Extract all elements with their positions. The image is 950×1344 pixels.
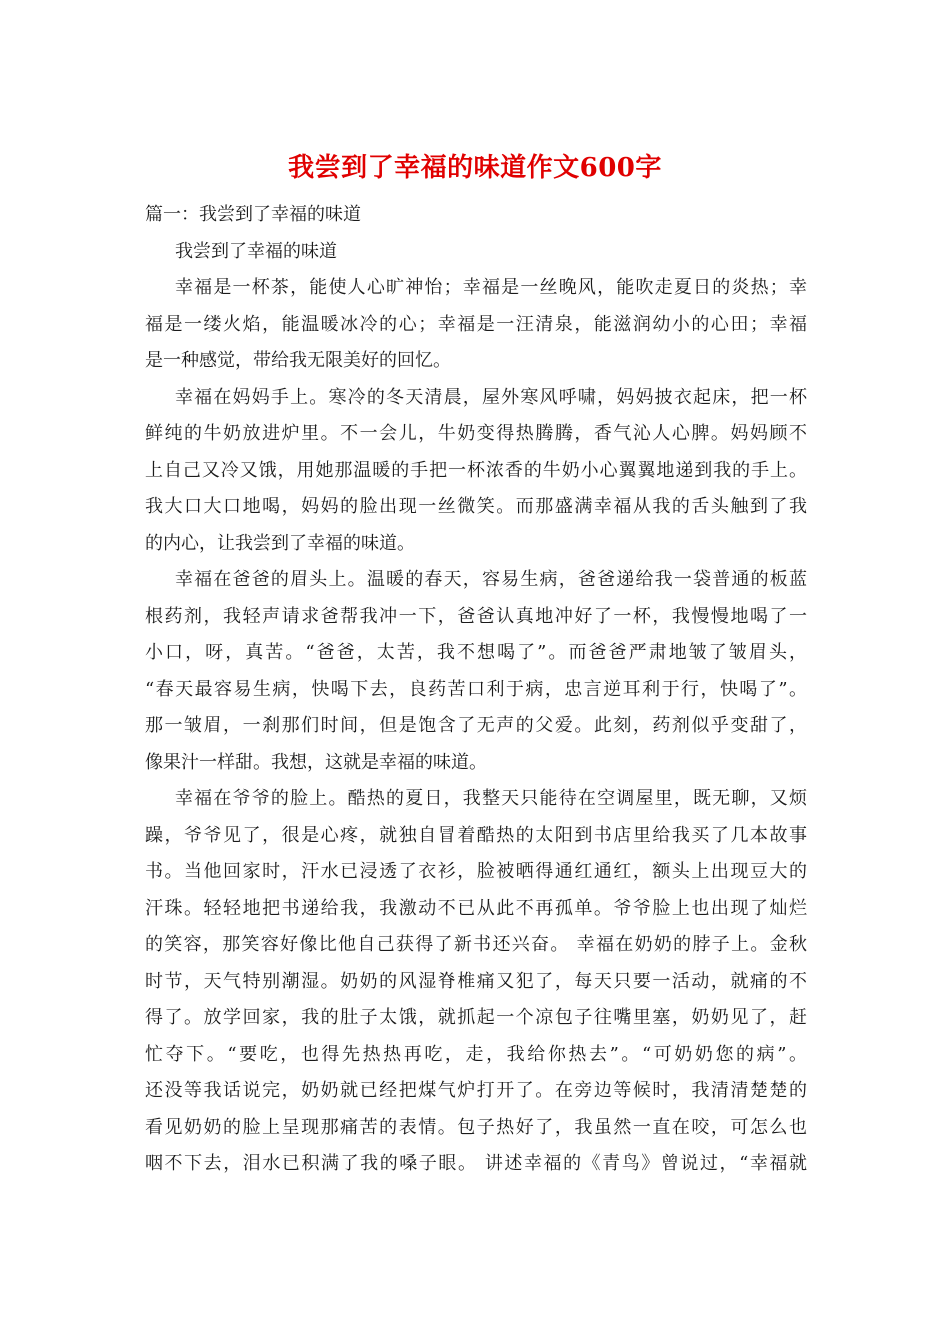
paragraph-line: 幸福在妈妈手上。寒冷的冬天清晨，屋外寒风呼啸，妈妈披衣起床，把一杯 <box>175 386 807 408</box>
paragraph-line: 汗珠。轻轻地把书递给我，我激动不已从此不再孤单。爷爷脸上也出现了灿烂 <box>145 897 807 919</box>
document-body <box>145 197 807 1183</box>
paragraph-line: 小口，呀，真苦。“爸爸，太苦，我不想喝了”。而爸爸严肃地皱了皱眉头， <box>145 642 807 663</box>
paragraph-line: 还没等我话说完，奶奶就已经把煤气炉打开了。在旁边等候时，我清清楚楚的 <box>145 1080 807 1101</box>
paragraph-line: 躁，爷爷见了，很是心疼，就独自冒着酷热的太阳到书店里给我买了几本故事 <box>145 824 807 846</box>
paragraph-line: 看见奶奶的脸上呈现那痛苦的表情。包子热好了，我虽然一直在咬，可怎么也 <box>145 1116 807 1138</box>
paragraph-line: 我大口大口地喝，妈妈的脸出现一丝微笑。而那盛满幸福从我的舌头触到了我 <box>145 496 807 517</box>
paragraph-line: 上自己又冷又饿，用她那温暖的手把一杯浓香的牛奶小心翼翼地递到我的手上。 <box>145 459 807 481</box>
paragraph-line: 的内心，让我尝到了幸福的味道。 <box>145 532 415 554</box>
paragraph-line: 那一皱眉，一刹那们时间，但是饱含了无声的父爱。此刻，药剂似乎变甜了， <box>145 715 807 736</box>
essay-subtitle: 我尝到了幸福的味道 <box>175 240 337 262</box>
paragraph-line: 幸福是一杯茶，能使人心旷神怡；幸福是一丝晚风，能吹走夏日的炎热；幸 <box>175 277 807 298</box>
paragraph-line: 福是一缕火焰，能温暖冰冷的心；幸福是一汪清泉，能滋润幼小的心田；幸福 <box>145 313 807 335</box>
paragraph-line: 咽不下去，泪水已积满了我的嗓子眼。 讲述幸福的《青鸟》曾说过，“幸福就 <box>145 1153 807 1174</box>
paragraph-line: 像果汁一样甜。我想，这就是幸福的味道。 <box>145 751 487 773</box>
paragraph-line: 根药剂，我轻声请求爸帮我冲一下，爸爸认真地冲好了一杯，我慢慢地喝了一 <box>145 605 807 627</box>
paragraph-line: 书。当他回家时，汗水已浸透了衣衫，脸被晒得通红通红，额头上出现豆大的 <box>145 861 807 882</box>
section-label: 篇一：我尝到了幸福的味道 <box>145 204 361 225</box>
paragraph-line: 的笑容，那笑容好像比他自己获得了新书还兴奋。 幸福在奶奶的脖子上。金秋 <box>145 934 807 955</box>
paragraph-line: 幸福在爸爸的眉头上。温暖的春天，容易生病，爸爸递给我一袋普通的板蓝 <box>175 569 807 590</box>
paragraph-line: 幸福在爷爷的脸上。酷热的夏日，我整天只能待在空调屋里，既无聊，又烦 <box>175 788 807 809</box>
document-title: 我尝到了幸福的味道作文600字 <box>288 153 662 183</box>
paragraph-line: 得了。放学回家，我的肚子太饿，就抓起一个凉包子往嘴里塞，奶奶见了，赶 <box>145 1007 807 1028</box>
paragraph-line: 时节，天气特别潮湿。奶奶的风湿脊椎痛又犯了，每天只要一活动，就痛的不 <box>145 970 807 992</box>
paragraph-line: “春天最容易生病，快喝下去，良药苦口利于病，忠言逆耳利于行，快喝了”。 <box>145 678 807 700</box>
paragraph-line: 鲜纯的牛奶放进炉里。不一会儿，牛奶变得热腾腾，香气沁人心脾。妈妈顾不 <box>145 423 807 444</box>
paragraph-line: 是一种感觉，带给我无限美好的回忆。 <box>145 350 451 371</box>
paragraph-line: 忙夺下。“要吃，也得先热热再吃，走，我给你热去”。“可奶奶您的病”。 <box>145 1043 807 1065</box>
